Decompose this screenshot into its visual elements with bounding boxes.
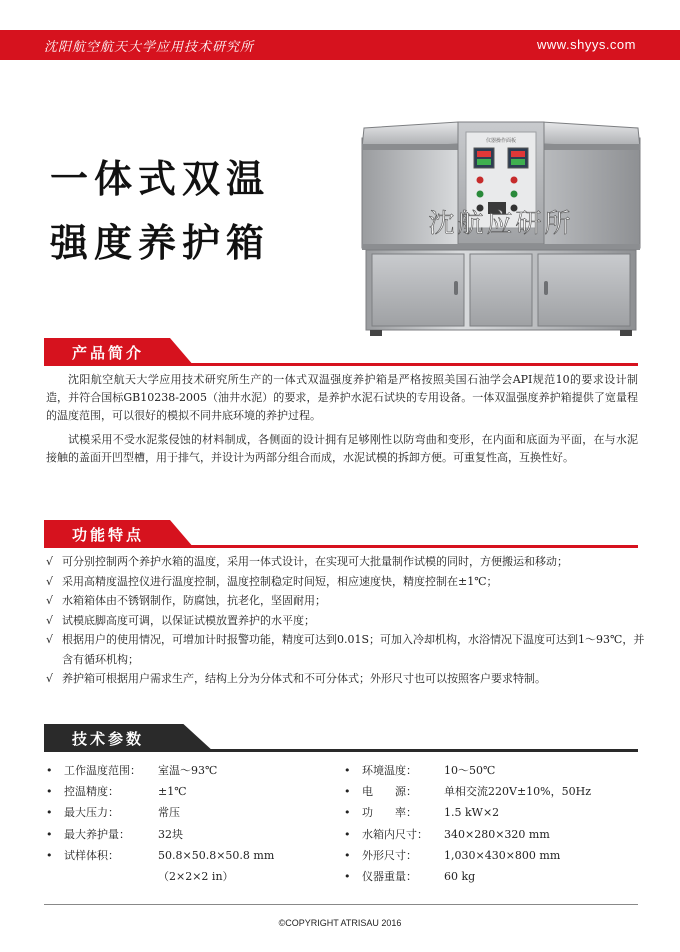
list-item: √ 采用高精度温控仪进行温度控制，温度控制稳定时间短，相应速度快，精度控制在±1℃； (46, 572, 646, 592)
spec-key: 工作温度范围： (64, 764, 141, 777)
spec-row (46, 760, 346, 781)
list-item: √ 水箱箱体由不锈钢制作，防腐蚀，抗老化，坚固耐用； (46, 591, 646, 611)
spec-key: 环境温度： (362, 764, 417, 777)
spec-value: 1.5 kW×2 (444, 806, 500, 820)
bullet-icon: • (344, 764, 351, 777)
bullet-icon: • (344, 806, 351, 820)
product-title-line1: 一体式双温 (50, 157, 271, 201)
product-title-line2: 强度养护箱 (50, 221, 271, 265)
spec-value: 340×280×320 mm (444, 827, 550, 841)
spec-key: 水箱内尺寸： (362, 827, 428, 841)
bullet-icon: • (46, 785, 53, 799)
spec-list-left (46, 760, 346, 887)
panel-label: 仪器操作面板 (485, 138, 517, 144)
bullet-icon: • (344, 785, 351, 799)
spec-row (46, 781, 346, 802)
spec-value: 50.8×50.8×50.8 mm (158, 848, 275, 862)
section-heading-intro (44, 338, 638, 366)
section-heading-specs (44, 724, 638, 752)
spec-row (46, 802, 346, 823)
spec-row (46, 845, 346, 866)
spec-row (344, 760, 644, 781)
spec-key: 最大养护量： (64, 827, 130, 841)
spec-value: 室温～93℃ (158, 764, 218, 777)
section-title: 技术参数 (72, 730, 145, 748)
intro-paragraph: 沈阳航空航天大学应用技术研究所生产的一体式双温强度养护箱是严格按照美国石油学会API规范10的要求设计制造，并符合国标GB10238-2005（油井水泥）的要求，是养护水泥石试块的专用设备。一体双温强度养护箱提供了宽量程的温度范围，可以很好的模拟不同井底环境的养护过程。 (46, 373, 638, 422)
spec-value: ±1℃ (158, 785, 187, 799)
section-title: 产品简介 (72, 344, 145, 362)
spec-key: 控温精度： (64, 785, 119, 799)
spec-row (46, 824, 346, 845)
spec-row (344, 781, 644, 802)
spec-key: 最大压力： (64, 806, 119, 820)
spec-value: 常压 (158, 806, 180, 820)
spec-row (344, 845, 644, 866)
check-icon: √ (46, 672, 54, 685)
check-icon: √ (46, 594, 54, 607)
section-heading-features (44, 520, 638, 548)
check-icon: √ (46, 574, 54, 588)
list-item: √ 试模底脚高度可调，以保证试模放置养护的水平度； (46, 611, 646, 631)
bullet-icon: • (46, 848, 53, 862)
bullet-icon: • (344, 848, 351, 862)
spec-row (344, 802, 644, 823)
spec-key: 试样体积： (64, 848, 119, 862)
header-bar (0, 30, 680, 60)
check-icon: √ (46, 555, 54, 568)
bullet-icon: • (46, 764, 53, 777)
spec-value: 10～50℃ (444, 764, 496, 777)
bullet-icon: • (46, 827, 53, 841)
check-icon: √ (46, 633, 54, 646)
list-item: √ 根据用户的使用情况，可增加计时报警功能，精度可达到0.01S；可加入冷却机构，水浴情况下温度可达到1～93℃，并含有循环机构； (46, 630, 646, 669)
spec-row (46, 866, 346, 887)
bullet-icon: • (344, 827, 351, 841)
spec-key: 功 率： (362, 806, 417, 820)
section-title: 功能特点 (72, 526, 145, 544)
footer-divider (44, 904, 638, 905)
feature-list (46, 552, 646, 689)
bullet-icon: • (46, 806, 53, 820)
check-icon: √ (46, 613, 54, 627)
spec-key: 仪器重量： (362, 869, 417, 883)
spec-value: （2×2×2 in） (158, 869, 234, 883)
list-item: √ 可分别控制两个养护水箱的温度，采用一体式设计，在实现可大批量制作试模的同时，方便搬运和移动； (46, 552, 646, 572)
website-link[interactable]: www.shyys.com (537, 37, 636, 52)
org-name: 沈阳航空航天大学应用技术研究所 (44, 40, 255, 55)
spec-value: 32块 (158, 827, 183, 841)
spec-value: 单相交流220V±10%，50Hz (444, 785, 591, 799)
bullet-icon: • (344, 869, 351, 883)
watermark-text: 沈航应研所 (428, 209, 574, 239)
spec-list-right (344, 760, 644, 887)
copyright-text: ©COPYRIGHT ATRISAU 2016 (278, 918, 402, 928)
intro-paragraph: 试模采用不受水泥浆侵蚀的材料制成，各侧面的设计拥有足够刚性以防弯曲和变形，在内面和底面为平面，在与水泥接触的盖面开凹型槽，用于排气，并设计为两部分组合而成，水泥试模的拆卸方便。可重复性高，互换性好。 (46, 433, 638, 464)
list-item: √ 养护箱可根据用户需求生产，结构上分为分体式和不可分体式；外形尺寸也可以按照客户要求特制。 (46, 669, 646, 689)
spec-key: 外形尺寸： (362, 848, 417, 862)
spec-value: 1,030×430×800 mm (444, 848, 561, 862)
product-image (356, 116, 646, 338)
spec-row (344, 824, 644, 845)
spec-key: 电 源： (362, 785, 417, 799)
spec-value: 60 kg (444, 869, 476, 883)
spec-row (344, 866, 644, 887)
